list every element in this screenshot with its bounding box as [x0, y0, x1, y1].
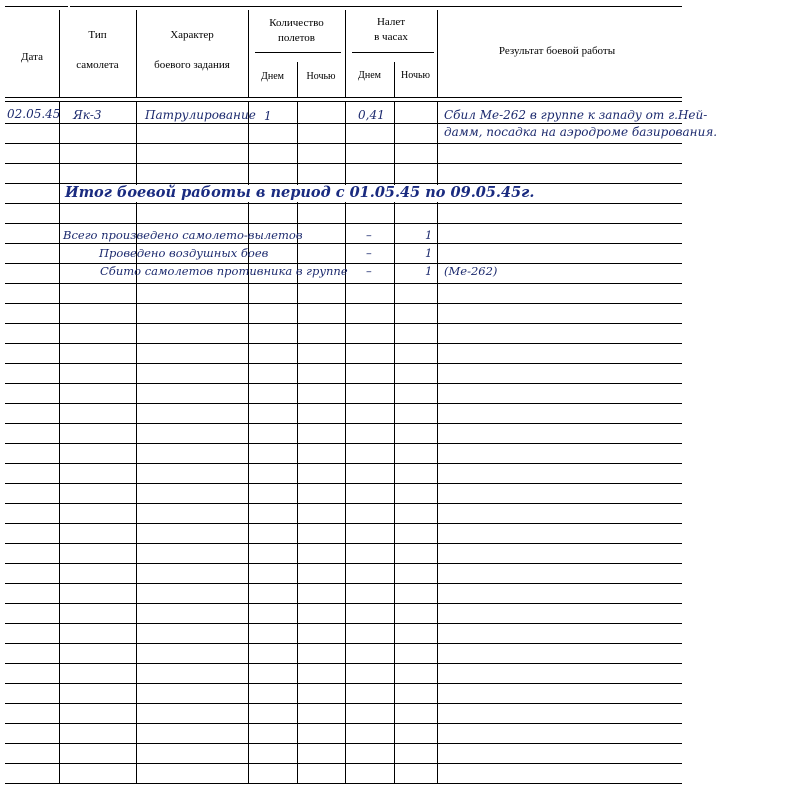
header-hours-line2: в часах	[374, 31, 408, 43]
header-flights-line2: полетов	[278, 32, 315, 44]
header-hours-day: Днем	[358, 70, 381, 81]
summary-downed-note: (Ме-262)	[444, 264, 498, 278]
entry-result-line2: дамм, посадка на аэродроме базирования.	[444, 125, 718, 139]
summary-sorties-value: 1	[425, 228, 433, 242]
summary-battles-label: Проведено воздушных боев	[99, 246, 269, 260]
header-mission-line1: Характер	[170, 29, 214, 41]
entry-flights-day: 1	[264, 109, 272, 123]
summary-downed-label: Сбито самолетов противника в группе	[100, 264, 348, 278]
summary-sorties-label: Всего произведено самолето-вылетов	[63, 228, 303, 242]
entry-date: 02.05.45	[7, 107, 61, 121]
entry-hours-day: 0,41	[358, 108, 385, 122]
summary-battles-dash: –	[366, 246, 372, 260]
header-flights-night: Ночью	[306, 71, 336, 82]
header-hours-night: Ночью	[400, 70, 431, 81]
header-aircraft-type-line1: Тип	[88, 29, 107, 41]
entry-aircraft: Як-3	[73, 108, 102, 122]
summary-sorties-dash: –	[366, 228, 372, 242]
summary-downed-dash: –	[366, 264, 372, 278]
header-aircraft-type-line2: самолета	[76, 59, 119, 71]
header-flights-day: Днем	[261, 71, 284, 82]
header-result: Результат боевой работы	[498, 45, 616, 57]
entry-mission: Патрулирование	[145, 108, 256, 122]
header-hours-line1: Налет	[376, 16, 406, 28]
summary-downed-value: 1	[425, 264, 433, 278]
entry-result-line1: Сбил Ме-262 в группе к западу от г.Ней-	[444, 108, 708, 122]
summary-battles-value: 1	[425, 246, 433, 260]
header-flights-line1: Количество	[269, 17, 324, 29]
header-mission-line2: боевого задания	[154, 59, 230, 71]
summary-title: Итог боевой работы в период с 01.05.45 по 09.05.45г.	[65, 184, 535, 201]
header-date: Дата	[21, 51, 43, 63]
